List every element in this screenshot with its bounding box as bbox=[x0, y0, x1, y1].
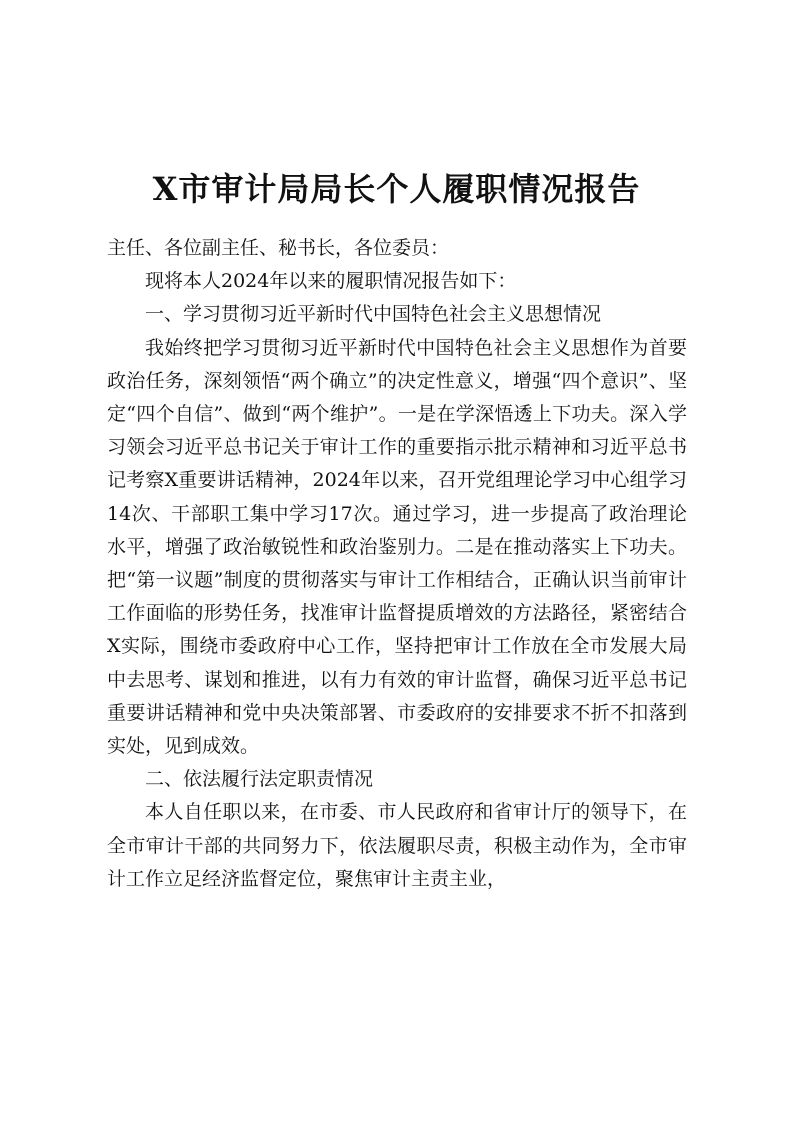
document-title: X市审计局局长个人履职情况报告 bbox=[152, 170, 641, 209]
section-1-paragraph: 我始终把学习贯彻习近平新时代中国特色社会主义思想作为首要政治任务，深刻领悟“两个确立”的决定性意义，增强“四个意识”、坚定“四个自信”、做到“两个维护”。一是在学深悟透上下功夫。深入学习领会习近平总书记关于审计工作的重要指示批示精神和习近平总书记考察X重要讲话精神，2024年以来，召开党组理论学习中心组学习14次、干部职工集中学习17次。通过学习，进一步提高了政治理论水平，增强了政治敏锐性和政治鉴别力。二是在推动落实上下功夫。把“第一议题”制度的贯彻落实与审计工作相结合，正确认识当前审计工作面临的形势任务，找准审计监督提质增效的方法路径，紧密结合X实际，围绕市委政府中心工作，坚持把审计工作放在全市发展大局中去思考、谋划和推进，以有力有效的审计监督，确保习近平总书记重要讲话精神和党中央决策部署、市委政府的安排要求不折不扣落到实处，见到成效。 bbox=[107, 336, 687, 758]
section-2-heading: 二、依法履行法定职责情况 bbox=[145, 768, 374, 791]
document-body bbox=[107, 232, 687, 896]
salutation: 主任、各位副主任、秘书长，各位委员： bbox=[107, 237, 450, 259]
section-1-heading: 一、学习贯彻习近平新时代中国特色社会主义思想情况 bbox=[145, 303, 602, 326]
section-2-paragraph: 本人自任职以来，在市委、市人民政府和省审计厅的领导下，在全市审计干部的共同努力下，依法履职尽责，积极主动作为，全市审计工作立足经济监督定位，聚焦审计主责主业， bbox=[107, 801, 687, 890]
intro-paragraph: 现将本人2024年以来的履职情况报告如下： bbox=[145, 270, 517, 293]
